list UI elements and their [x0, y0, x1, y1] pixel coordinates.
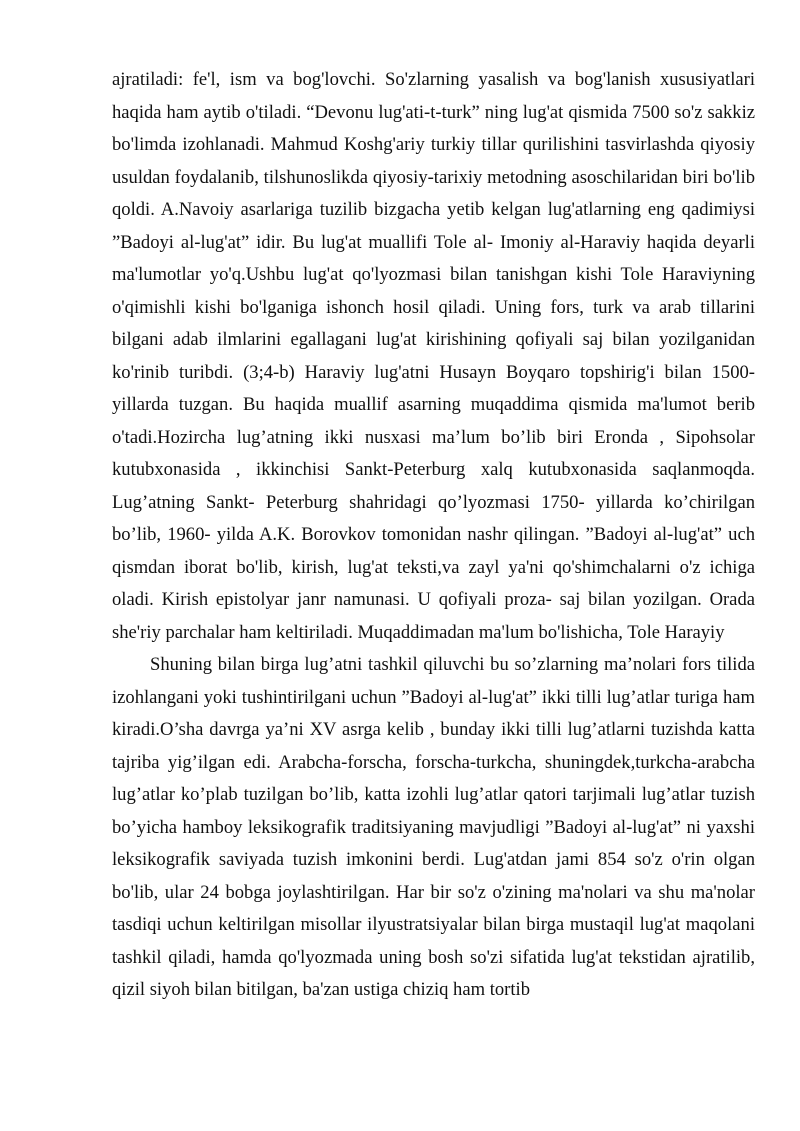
- paragraph-2: Shuning bilan birga lug’atni tashkil qiluvchi bu so’zlarning ma’nolari fors tilida izohlangani yoki tushintirilgani uchun ”Badoyi al-lug'at” ikki tilli lug’atlar turiga ham kiradi.O’sha davrga ya’ni XV asrga kelib , bunday ikki tilli lug’atlarni tuzishda katta tajriba yig’ilgan edi. Arabcha-forscha, forscha-turkcha, shuningdek,turkcha-arabcha lug’atlar ko’plab tuzilgan bo’lib, katta izohli lug’atlar qatori tarjimali lug’atlar tuzish bo’yicha hamboy leksikografik traditsiyaning mavjudligi ”Badoyi al-lug'at” ni yaxshi leksikografik saviyada tuzish imkonini berdi. Lug'atdan jami 854 so'z o'rin olgan bo'lib, ular 24 bobga joylashtirilgan. Har bir so'z o'zining ma'nolari va shu ma'nolar tasdiqi uchun keltirilgan misollar ilyustratsiyalar bilan birga mustaqil lug'at maqolani tashkil qiladi, hamda qo'lyozmada uning bosh so'zi sifatida lug'at tekstidan ajratilib, qizil siyoh bilan bitilgan, ba'zan ustiga chiziq ham tortib: [112, 654, 755, 1000]
- paragraph-1: ajratiladi: fe'l, ism va bog'lovchi. So'zlarning yasalish va bog'lanish xususiyatlari haqida ham aytib o'tiladi. “Devonu lug'ati-t-turk” ning lug'at qismida 7500 so'z sakkiz bo'limda izohlanadi. Mahmud Koshg'ariy turkiy tillar qurilishini tasvirlashda qiyosiy usuldan foydalanib, tilshunoslikda qiyosiy-tarixiy metodning asoschilaridan biri bo'lib qoldi. A.Navoiy asarlariga tuzilib bizgacha yetib kelgan lug'atlarning eng qadimiysi ”Badoyi al-lug'at” idir. Bu lug'at muallifi Tole al- Imoniy al-Haraviy haqida deyarli ma'lumotlar yo'q.Ushbu lug'at qo'lyozmasi bilan tanishgan kishi Tole Haraviyning o'qimishli kishi bo'lganiga ishonch hosil qiladi. Uning fors, turk va arab tillarini bilgani adab ilmlarini egallagani lug'at kirishining qofiyali saj bilan yozilganidan ko'rinib turibdi. (3;4-b) Haraviy lug'atni Husayn Boyqaro topshirig'i bilan 1500- yillarda tuzgan. Bu haqida muallif asarning muqaddima qismida ma'lumot berib o'tadi.Hozircha lug’atning ikki nusxasi ma’lum bo’lib biri Eronda , Sipohsolar kutubxonasida , ikkinchisi Sankt-Peterburg xalq kutubxonasida saqlanmoqda. Lug’atning Sankt- Peterburg shahridagi qo’lyozmasi 1750- yillarda ko’chirilgan bo’lib, 1960- yilda A.K. Borovkov tomonidan nashr qilingan. ”Badoyi al-lug'at” uch qismdan iborat bo'lib, kirish, lug'at teksti,va zayl ya'ni qo'shimchalarni o'z ichiga oladi. Kirish epistolyar janr namunasi. U qofiyali proza- saj bilan yozilgan. Orada she'riy parchalar ham keltiriladi. Muqaddimadan ma'lum bo'lishicha, Tole Harayiy: [112, 69, 755, 643]
- document-body: [112, 64, 755, 1007]
